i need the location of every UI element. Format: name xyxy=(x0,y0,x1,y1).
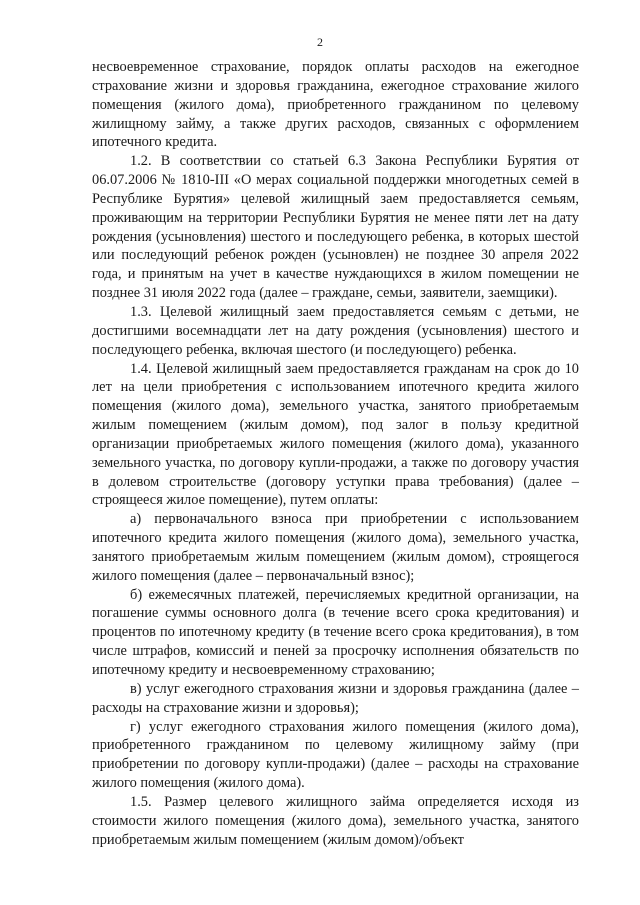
list-item-b: б) ежемесячных платежей, перечисляемых кредитной организации, на погашение суммы основного долга (в течение всего срока кредитования) и процентов по ипотечному кредиту (в течение всего срока кредитования), в том числе штрафов, комиссий и пеней за просрочку исполнения обязательств по ипотечному кредиту и несвоевременному страхованию; xyxy=(92,586,579,678)
paragraph-1-3: 1.3. Целевой жилищный заем предоставляется семьям с детьми, не достигшими восемнадцати лет на дату рождения (усыновления) шестого и последующего ребенка, включая шестого (и последующего) ребенка. xyxy=(92,303,579,358)
paragraph-1-5: 1.5. Размер целевого жилищного займа определяется исходя из стоимости жилого помещения (жилого дома), земельного участка, занятого приобретаемым жилым помещением (жилым домом)/объект xyxy=(92,793,579,848)
list-item-g: г) услуг ежегодного страхования жилого помещения (жилого дома), приобретенного гражданином по целевому жилищному займу (при приобретении по договору купли-продажи) (далее – расходы на страхование жилого помещения (жилого дома). xyxy=(92,718,579,792)
list-item-a: а) первоначального взноса при приобретении с использованием ипотечного кредита жилого помещения (жилого дома), земельного участка, занятого приобретаемым жилым помещением (жилым домом), строящегося жилого помещения (далее – первоначальный взнос); xyxy=(92,511,579,584)
document-body xyxy=(92,58,579,849)
paragraph-1-2: 1.2. В соответствии со статьей 6.3 Закона Республики Бурятия от 06.07.2006 № 1810-III «О мерах социальной поддержки многодетных семей в Республике Бурятия» целевой жилищный заем предоставляется семьям, проживающим на территории Республики Бурятия не менее пяти лет на дату рождения (усыновления) шестого и последующего ребенка, в которых шестой или последующий ребенок рожден (усыновлен) не позднее 30 апреля 2022 года, и принятым на учет в качестве нуждающихся в жилом помещении не позднее 31 июля 2022 года (далее – граждане, семьи, заявители, заемщики). xyxy=(92,153,579,302)
list-item-v: в) услуг ежегодного страхования жизни и здоровья гражданина (далее – расходы на страхование жизни и здоровья); xyxy=(92,680,579,716)
paragraph-continuation: несвоевременное страхование, порядок оплаты расходов на ежегодное страхование жизни и здоровья гражданина, ежегодное страхование жилого помещения (жилого дома), приобретенного гражданином по целевому жилищному займу, а также других расходов, связанных с оформлением ипотечного кредита. xyxy=(92,59,579,151)
page-number: 2 xyxy=(317,35,323,49)
paragraph-1-4: 1.4. Целевой жилищный заем предоставляется гражданам на срок до 10 лет на цели приобретения с использованием ипотечного кредита жилого помещения (жилого дома), земельного участка, занятого приобретаемым жилым помещением (жилым домом), под залог в пользу кредитной организации приобретаемых жилого помещения (жилого дома), указанного земельного участка, по договору купли-продажи, а также по договору участия в долевом строительстве (договору уступки права требования) (далее – строящееся жилое помещение), путем оплаты: xyxy=(92,360,579,509)
